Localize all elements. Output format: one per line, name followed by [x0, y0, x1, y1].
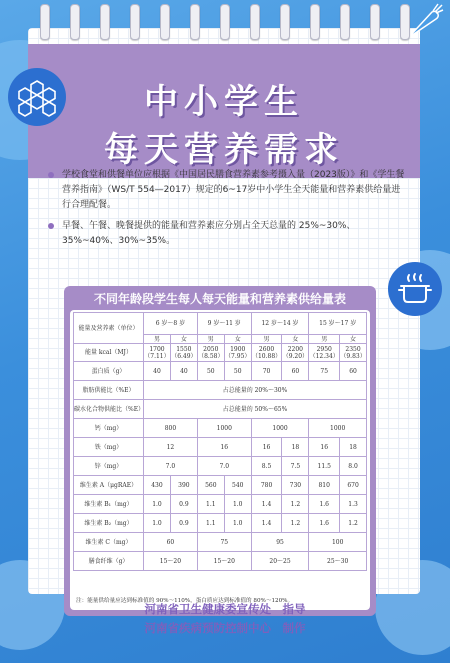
row-label: 膳食纤维（g）	[74, 552, 144, 571]
table-cell: 1.6	[309, 495, 340, 514]
row-label: 碳水化合物供能比（%E）	[74, 400, 144, 419]
table-cell: 390	[170, 476, 197, 495]
row-label: 维生素 B₂（mg）	[74, 514, 144, 533]
binder-ring	[160, 4, 170, 40]
binder-ring	[310, 4, 320, 40]
age-header: 6 岁～8 岁	[144, 313, 198, 335]
binder-ring	[340, 4, 350, 40]
table-cell: 1000	[251, 419, 309, 438]
table-cell: 7.5	[282, 457, 309, 476]
binder-ring	[100, 4, 110, 40]
row-label: 蛋白质（g）	[74, 362, 144, 381]
title-banner	[28, 44, 420, 178]
table-cell: 0.9	[170, 495, 197, 514]
sex-header: 男	[309, 335, 340, 344]
table-cell: 2950（12.34）	[309, 345, 339, 360]
binder-ring	[130, 4, 140, 40]
table-row	[74, 457, 367, 476]
footer-producer: 河南省疾病预防控制中心 制作	[144, 621, 306, 635]
table-cell: 70	[251, 362, 282, 381]
bullet-text: 学校食堂和供餐单位应根据《中国居民膳食营养素参考摄入量（2023版）》和《学生餐营养指南》（WS/T 554—2017）规定的6~17岁中小学生全天能量和营养素供给量进行合理配餐。	[62, 170, 405, 210]
table-cell: 1.2	[282, 514, 309, 533]
table-cell: 18	[340, 438, 367, 457]
page-title-line2: 每天营养需求	[104, 130, 344, 170]
table-cell: 1700（7.11）	[144, 345, 170, 360]
table-cell: 11.5	[309, 457, 340, 476]
age-header: 12 岁～14 岁	[251, 313, 309, 335]
row-label: 锌（mg）	[74, 457, 144, 476]
binder-ring	[400, 4, 410, 40]
table-row	[74, 476, 367, 495]
binder-ring	[280, 4, 290, 40]
table-cell: 16	[309, 438, 340, 457]
table-cell: 1.4	[251, 495, 282, 514]
table-cell: 2350（9.83）	[340, 345, 366, 360]
table-row	[74, 362, 367, 381]
bullet-text: 早餐、午餐、晚餐提供的能量和营养素应分别占全天总量的 25%~30%、35%~40%、30%~35%。	[62, 221, 356, 246]
table-cell: 1.1	[197, 495, 224, 514]
table-cell: 430	[144, 476, 171, 495]
row-label: 钙（mg）	[74, 419, 144, 438]
table-cell: 2600（10.88）	[251, 345, 282, 360]
table-cell: 800	[144, 419, 198, 438]
table-cell: 60	[340, 362, 367, 381]
binder-ring	[220, 4, 230, 40]
age-header: 15 岁～17 岁	[309, 313, 367, 335]
table-cell: 780	[251, 476, 282, 495]
table-cell: 25～30	[309, 552, 367, 571]
row-label: 铁（mg）	[74, 438, 144, 457]
table-cell: 2050（8.58）	[198, 345, 224, 360]
table-row	[74, 344, 367, 362]
notebook-card	[28, 28, 420, 604]
table-cell: 1.0	[224, 514, 251, 533]
table-cell: 12	[144, 438, 198, 457]
bullet-item	[48, 219, 408, 249]
table-cell: 50	[197, 362, 224, 381]
table-cell: 2200（9.20）	[282, 345, 309, 360]
table-cell: 560	[197, 476, 224, 495]
table-cell: 60	[282, 362, 309, 381]
sex-header: 女	[282, 335, 309, 344]
binder-rings	[40, 4, 410, 40]
table-cell: 75	[309, 362, 340, 381]
nutrition-table	[73, 312, 367, 571]
table-cell: 15～20	[197, 552, 251, 571]
table-cell: 16	[197, 438, 251, 457]
table-row	[74, 400, 367, 419]
table-cell: 7.0	[144, 457, 198, 476]
table-cell: 40	[170, 362, 197, 381]
table-cell: 占总能量的 50%～65%	[144, 400, 367, 419]
sex-header: 男	[197, 335, 224, 344]
table-cell: 1.0	[224, 495, 251, 514]
table-cell: 0.9	[170, 514, 197, 533]
row-label: 能量 kcal（MJ）	[74, 344, 144, 362]
table-cell: 40	[144, 362, 171, 381]
binder-ring	[250, 4, 260, 40]
table-cell: 1.2	[340, 514, 367, 533]
table-cell: 15～20	[144, 552, 198, 571]
binder-ring	[370, 4, 380, 40]
bullet-dot-icon	[48, 223, 54, 229]
sex-header: 女	[340, 335, 367, 344]
table-row	[74, 533, 367, 552]
binder-ring	[70, 4, 80, 40]
table-cell: 20～25	[251, 552, 309, 571]
table-cell: 16	[251, 438, 282, 457]
cooking-pot-icon	[388, 262, 442, 316]
table-cell: 占总能量的 20%～30%	[144, 381, 367, 400]
table-cell: 1550（6.49）	[171, 345, 197, 360]
bullet-item	[48, 168, 408, 213]
row-label: 维生素 C（mg）	[74, 533, 144, 552]
hexagon-cluster-icon	[8, 68, 66, 126]
table-cell: 95	[251, 533, 309, 552]
table-row	[74, 313, 367, 335]
table-cell: 540	[224, 476, 251, 495]
table-cell: 670	[340, 476, 367, 495]
table-row	[74, 514, 367, 533]
sex-header: 女	[224, 335, 251, 344]
row-label: 脂肪供能比（%E）	[74, 381, 144, 400]
table-row	[74, 419, 367, 438]
table-cell: 1.6	[309, 514, 340, 533]
table-cell: 7.0	[197, 457, 251, 476]
table-cell: 1900（7.95）	[225, 345, 251, 360]
table-corner-cell: 能量及营养素（单位）	[74, 313, 144, 344]
table-cell: 18	[282, 438, 309, 457]
row-label: 维生素 A（μgRAE）	[74, 476, 144, 495]
table-cell: 75	[197, 533, 251, 552]
sex-header: 男	[251, 335, 282, 344]
table-cell: 1.0	[144, 495, 171, 514]
bullet-dot-icon	[48, 172, 54, 178]
table-row	[74, 438, 367, 457]
table-cell: 8.5	[251, 457, 282, 476]
sex-header: 男	[144, 335, 171, 344]
binder-ring	[40, 4, 50, 40]
table-cell: 1.1	[197, 514, 224, 533]
table-row	[74, 495, 367, 514]
intro-bullets	[48, 168, 408, 255]
table-cell: 1.3	[340, 495, 367, 514]
table-cell: 1.0	[144, 514, 171, 533]
table-cell: 50	[224, 362, 251, 381]
page-title-line1: 中小学生	[144, 82, 304, 122]
table-cell: 100	[309, 533, 367, 552]
row-label: 维生素 B₁（mg）	[74, 495, 144, 514]
table-cell: 730	[282, 476, 309, 495]
table-row	[74, 381, 367, 400]
table-cell: 60	[144, 533, 198, 552]
sex-header: 女	[170, 335, 197, 344]
table-cell: 1000	[197, 419, 251, 438]
binder-ring	[190, 4, 200, 40]
table-cell: 8.0	[340, 457, 367, 476]
age-header: 9 岁～11 岁	[197, 313, 251, 335]
table-cell: 1.2	[282, 495, 309, 514]
nutrition-table-panel	[64, 286, 376, 616]
table-container	[70, 310, 370, 610]
table-note: 注：能量供给量应达到标准值的 90%～110%，蛋白质应达到标准值的 80%～120%。	[76, 598, 294, 604]
table-title: 不同年龄段学生每人每天能量和营养素供给量表	[93, 292, 346, 306]
table-cell: 1.4	[251, 514, 282, 533]
table-cell: 810	[309, 476, 340, 495]
table-row	[74, 552, 367, 571]
footer-guide: 河南省卫生健康委宣传处 指导	[144, 602, 306, 616]
table-cell: 1000	[309, 419, 367, 438]
